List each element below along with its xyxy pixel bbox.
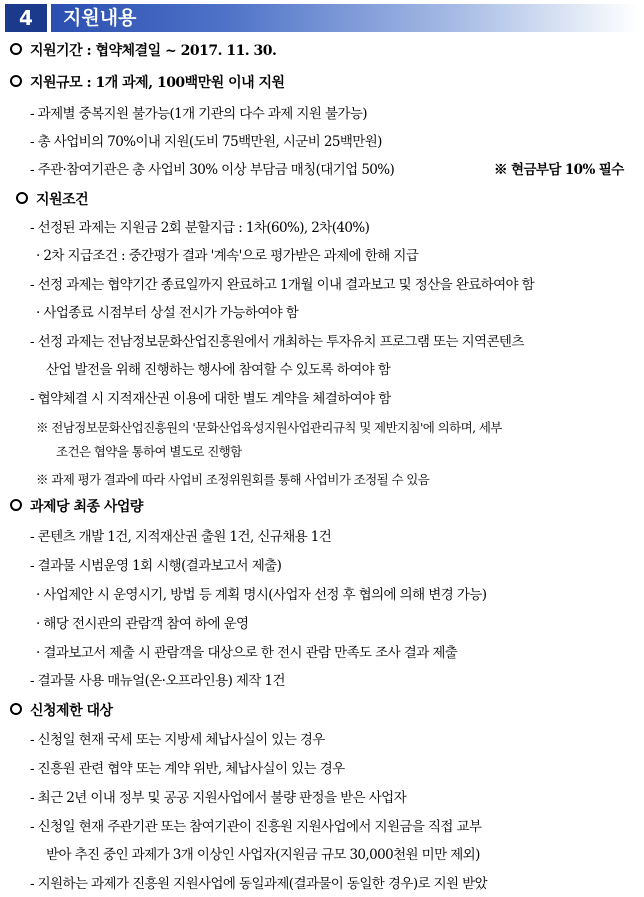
list-item: - 신청일 현재 주관기관 또는 참여기관이 진흥원 지원사업에서 지원금을 직접 교부 xyxy=(30,819,482,835)
sub-item: · 사업제안 시 운영시기, 방법 등 계획 명시(사업자 선정 후 협의에 의해 변경 가능) xyxy=(36,587,487,603)
heading-final-output: 과제당 최종 사업량 xyxy=(10,497,143,517)
section-title: 지원내용 xyxy=(63,7,137,29)
heading-support-conditions: 지원조건 xyxy=(16,190,88,210)
heading-support-scale: 지원규모 : 1개 과제, 100백만원 이내 지원 xyxy=(10,73,285,93)
heading-restrictions: 신청제한 대상 xyxy=(10,701,113,721)
cash-note: ※ 현금부담 10% 필수 xyxy=(494,162,624,178)
list-item: - 선정 과제는 협약기간 종료일까지 완료하고 1개월 이내 결과보고 및 정산을 완료하여야 함 xyxy=(30,277,535,293)
list-item: - 선정된 과제는 지원금 2회 분할지급 : 1차(60%), 2차(40%) xyxy=(30,220,370,236)
list-item: - 협약체결 시 지적재산권 이용에 대한 별도 계약을 체결하여야 함 xyxy=(30,391,391,407)
section-header xyxy=(5,4,638,32)
list-item: - 최근 2년 이내 정부 및 공공 지원사업에서 불량 판정을 받은 사업자 xyxy=(30,790,407,806)
list-item: - 과제별 중복지원 불가능(1개 기관의 다수 과제 지원 불가능) xyxy=(30,106,367,122)
section-number: 4 xyxy=(5,4,47,32)
list-item: - 총 사업비의 70%이내 지원(도비 75백만원, 시군비 25백만원) xyxy=(30,134,382,150)
list-item: - 결과물 시범운영 1회 시행(결과보고서 제출) xyxy=(30,558,282,574)
list-item: - 진흥원 관련 협약 또는 계약 위반, 체납사실이 있는 경우 xyxy=(30,761,345,777)
sub-item: · 결과보고서 제출 시 관람객을 대상으로 한 전시 관람 만족도 조사 결과 제출 xyxy=(36,645,458,661)
list-item-continued: 산업 발전을 위해 진행하는 행사에 참여할 수 있도록 하여야 함 xyxy=(46,362,391,378)
note-item: ※ 과제 평가 결과에 따라 사업비 조정위원회를 통해 사업비가 조정될 수 있음 xyxy=(36,472,430,487)
list-item: - 선정 과제는 전남정보문화산업진흥원에서 개최하는 투자유치 프로그램 또는 지역콘텐츠 xyxy=(30,334,524,350)
list-item-continued: 받아 추진 중인 과제가 3개 이상인 사업자(지원금 규모 30,000천원 미만 제외) xyxy=(46,847,480,863)
sub-item: · 사업종료 시점부터 상설 전시가 가능하여야 함 xyxy=(36,305,299,321)
list-item: - 콘텐츠 개발 1건, 지적재산권 출원 1건, 신규채용 1건 xyxy=(30,529,332,545)
heading-support-period: 지원기간 : 협약체결일 ~ 2017. 11. 30. xyxy=(10,41,276,61)
list-item: - 지원하는 과제가 진흥원 지원사업에 동일과제(결과물이 동일한 경우)로 지원 받았 xyxy=(30,876,488,892)
list-item: - 신청일 현재 국세 또는 지방세 체납사실이 있는 경우 xyxy=(30,732,325,748)
sub-item: · 2차 지급조건 : 중간평가 결과 '계속'으로 평가받은 과제에 한해 지급 xyxy=(36,248,419,264)
list-item: - 주관·참여기관은 총 사업비 30% 이상 부담금 매칭(대기업 50%) xyxy=(30,162,395,178)
sub-item: · 해당 전시관의 관람객 참여 하에 운영 xyxy=(36,616,249,632)
note-item-continued: 조건은 협약을 통하여 별도로 진행함 xyxy=(56,444,242,459)
list-item: - 결과물 사용 매뉴얼(온·오프라인용) 제작 1건 xyxy=(30,673,285,689)
section-title-bar xyxy=(51,4,638,32)
note-item: ※ 전남정보문화산업진흥원의 '문화산업육성지원사업관리규칙 및 제반지침'에 의하며, 세부 xyxy=(36,420,502,435)
